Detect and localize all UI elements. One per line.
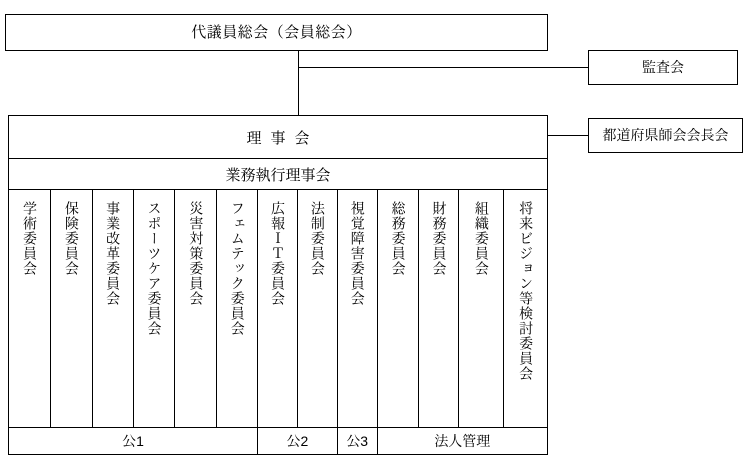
classification-cell	[338, 428, 378, 454]
classification-label: 公1	[122, 433, 144, 449]
committee-column	[93, 190, 134, 427]
committee-label: スポーツケア委員会	[146, 201, 163, 336]
committee-column	[217, 190, 258, 427]
committee-label: 将来ビジョン等検討委員会	[518, 201, 535, 381]
prefectural-chairs-box	[588, 118, 743, 153]
connector-to-prefectural-box	[548, 135, 588, 136]
board-table	[8, 115, 548, 455]
assembly-label: 代議員総会（会員総会）	[191, 23, 362, 41]
committee-column	[51, 190, 93, 427]
prefectural-label: 都道府県師会会長会	[602, 127, 729, 144]
committee-label: 総務委員会	[390, 201, 407, 276]
assembly-box	[5, 14, 548, 51]
connector-to-audit-box	[298, 67, 588, 68]
committee-label: 組織委員会	[473, 201, 490, 276]
committee-label: 広報ＩＴ委員会	[270, 201, 287, 306]
committee-column	[338, 190, 378, 427]
committee-column	[378, 190, 420, 427]
classification-label: 法人管理	[434, 433, 491, 449]
classification-row	[9, 428, 547, 454]
committee-column	[9, 190, 51, 427]
executive-board-row	[9, 159, 547, 190]
classification-cell	[378, 428, 547, 454]
committee-column	[459, 190, 504, 427]
committee-label: 災害対策委員会	[188, 201, 205, 306]
committee-label: 学術委員会	[21, 201, 38, 276]
audit-box	[588, 50, 738, 85]
committee-label: 事業改革委員会	[105, 201, 122, 306]
committee-column	[175, 190, 217, 427]
committee-label: 保険委員会	[63, 201, 80, 276]
executive-board-label: 業務執行理事会	[225, 166, 331, 184]
classification-cell	[9, 428, 258, 454]
connector-assembly-to-board	[298, 51, 299, 115]
committee-column	[134, 190, 176, 427]
classification-label: 公2	[286, 433, 309, 449]
audit-label: 監査会	[642, 59, 684, 76]
committee-label: 財務委員会	[431, 201, 448, 276]
committee-column	[419, 190, 459, 427]
committee-columns	[9, 190, 547, 428]
committee-label: 法制委員会	[309, 201, 326, 276]
committee-label: フェムテック委員会	[229, 201, 246, 336]
board-of-directors-row	[9, 116, 547, 159]
classification-label: 公3	[346, 433, 369, 449]
classification-cell	[258, 428, 338, 454]
committee-column	[258, 190, 298, 427]
committee-column	[298, 190, 338, 427]
committee-column	[504, 190, 547, 427]
board-label: 理事会	[246, 129, 319, 147]
committee-label: 視覚障害委員会	[349, 201, 366, 306]
